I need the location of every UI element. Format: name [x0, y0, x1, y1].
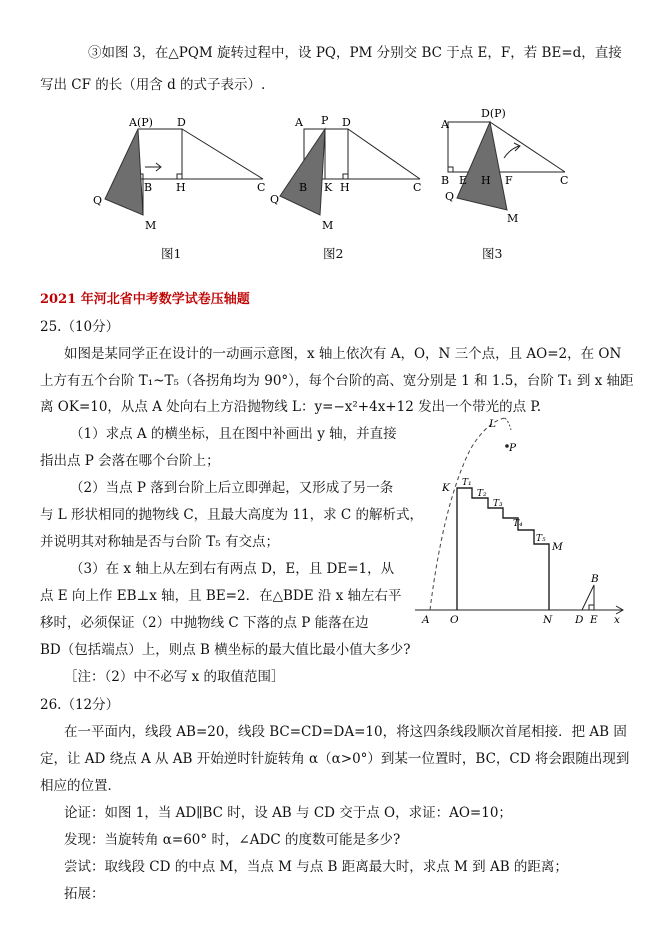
label-k: K [442, 482, 450, 494]
p26-header: 26.（12分） [40, 697, 120, 713]
q3-line2: 写出 CF 的长（用含 d 的式子表示）. [40, 77, 266, 93]
fig2-label-p: P [321, 114, 329, 127]
fig2-label-a: A [295, 116, 303, 129]
fig3-label-c: C [560, 174, 569, 187]
fig2-label-k: K [324, 181, 333, 194]
p25-q1a: （1）求点 A 的横坐标，且在图中补画出 y 轴，并直接 [70, 426, 397, 442]
fig3-label-f: F [505, 174, 513, 187]
fig2-label-d: D [342, 116, 351, 129]
stairs [457, 488, 549, 610]
fig2-label-c: C [413, 181, 422, 194]
p25-note: ［注：（2）中不必写 x 的取值范围］ [64, 669, 285, 685]
fig3-label-dp: D(P) [481, 107, 506, 120]
label-d: D [575, 614, 584, 626]
fig3-label-q: Q [445, 190, 455, 203]
fig1-label-d: D [177, 116, 186, 129]
p25-diagram [410, 410, 630, 630]
figure-1 [85, 112, 275, 242]
p26-l4: 论证：如图 1，当 AD∥BC 时，设 AB 与 CD 交于点 O，求证：AO=10； [64, 805, 512, 821]
p25-intro1: 如图是某同学正在设计的一动画示意图，x 轴上依次有 A，O，N 三个点，且 AO=2，在 ON [64, 346, 622, 362]
p25-q2c: 并说明其对称轴是否与台阶 T₅ 有交点； [40, 534, 279, 550]
fig2-label-q: Q [270, 193, 280, 206]
label-t3: T₃ [493, 499, 503, 509]
fig1-label-c: C [257, 181, 266, 194]
label-m: M [552, 541, 563, 553]
fig1-label-m: M [145, 219, 157, 232]
triangle-bde [582, 585, 594, 610]
fig3-label-h: H [481, 174, 491, 187]
p26-l1: 在一平面内，线段 AB=20，线段 BC=CD=DA=10，将这四条线段顺次首尾相接．把 AB 固 [64, 724, 627, 740]
p26-l3: 相应的位置． [40, 778, 121, 794]
label-t5: T₅ [536, 534, 546, 544]
p25-q2b: 与 L 形状相同的抛物线 C，且最大高度为 11，求 C 的解析式， [40, 507, 424, 523]
fig3-label-m: M [507, 212, 519, 225]
p26-l6: 尝试：取线段 CD 的中点 M，当点 M 与点 B 距离最大时，求点 M 到 AB 的距离； [64, 859, 568, 875]
p26-l2: 定，让 AD 绕点 A 从 AB 开始逆时针旋转角 α（α>0°）到某一位置时，BC，CD 将会跟随出现到 [40, 751, 630, 767]
p25-q3b: 点 E 向上作 EB⊥x 轴，且 BE=2．在△BDE 沿 x 轴左右平 [40, 588, 402, 604]
triangle-pqm [280, 129, 325, 215]
q3-line1: ③如图 3，在△PQM 旋转过程中，设 PQ，PM 分别交 BC 于点 E，F，若 BE=d，直接 [88, 45, 622, 61]
parabola-l [430, 418, 507, 610]
p25-intro3: 离 OK=10，从点 A 处向右上方沿抛物线 L：y=−x²+4x+12 发出一个带光的点 P. [40, 399, 542, 415]
fig3-label-a: A [441, 118, 449, 131]
label-a: A [422, 614, 430, 626]
label-t2: T₂ [477, 489, 487, 499]
label-o: O [450, 614, 459, 626]
fig2-label-h: H [340, 181, 350, 194]
p26-l7: 拓展： [64, 886, 105, 902]
p25-header: 25.（10分） [40, 319, 120, 335]
fig1-label-b: B [144, 181, 153, 194]
label-x: x [614, 614, 620, 626]
label-t1: T₁ [462, 478, 472, 488]
label-n: N [543, 614, 553, 626]
fig3-label-b: B [441, 174, 450, 187]
fig1-label-h: H [176, 181, 186, 194]
p25-intro2: 上方有五个台阶 T₁~T₅（各拐角均为 90°），每个台阶的高、宽分别是 1 和 1.5，台阶 T₁ 到 x 轴距 [40, 373, 634, 389]
fig3-label-e: E [459, 174, 468, 187]
figure-2 [270, 112, 440, 242]
p25-q3a: （3）在 x 轴上从左到右有两点 D，E，且 DE=1，从 [70, 561, 395, 577]
label-t4: T₄ [513, 519, 523, 529]
figure-3 [435, 106, 605, 236]
p25-q2a: （2）当点 P 落到台阶上后立即弹起，又形成了另一条 [70, 480, 394, 496]
p25-q1b: 指出点 P 会落在哪个台阶上； [40, 453, 220, 469]
p25-q3d: BD（包括端点）上，则点 B 横坐标的最大值比最小值大多少? [40, 642, 411, 658]
fig2-label-b: B [299, 181, 308, 194]
fig1-label-q: Q [93, 194, 103, 207]
fig1-caption: 图1 [161, 246, 182, 261]
triangle-pqm [457, 122, 507, 210]
label-b: B [591, 573, 599, 585]
section-title: 2021 年河北省中考数学试卷压轴题 [40, 292, 250, 307]
fig2-label-m: M [322, 219, 334, 232]
p25-q3c: 移时，必须保证（2）中抛物线 C 下落的点 P 能落在边 [40, 615, 369, 631]
fig2-caption: 图2 [323, 246, 344, 261]
label-p: P [509, 442, 517, 454]
p26-l5: 发现：当旋转角 α=60° 时，∠ADC 的度数可能是多少? [64, 832, 401, 848]
triangle-pqm [105, 129, 143, 215]
fig1-label-ap: A(P) [129, 116, 153, 129]
label-e: E [590, 614, 598, 626]
label-l: L [489, 418, 496, 430]
fig3-caption: 图3 [482, 246, 503, 261]
